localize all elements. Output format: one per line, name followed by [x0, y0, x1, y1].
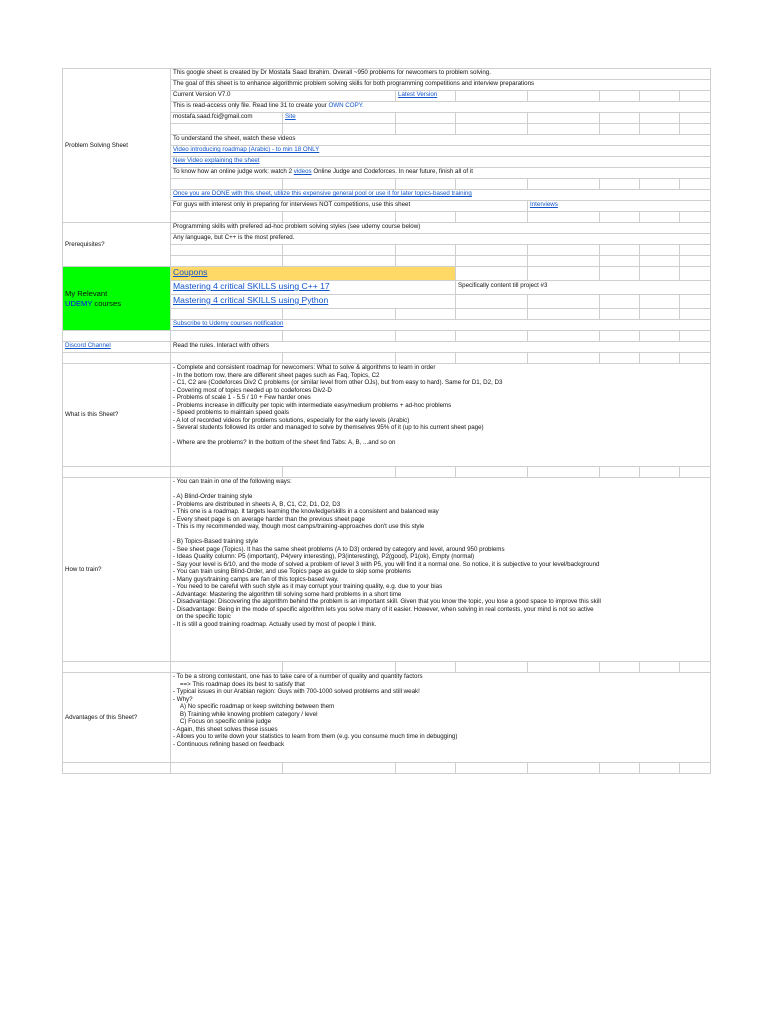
sheet-cell[interactable] — [680, 331, 711, 342]
sheet-cell[interactable] — [456, 212, 528, 223]
sheet-cell[interactable] — [528, 467, 600, 478]
sheet-cell[interactable] — [456, 124, 528, 135]
sheet-cell[interactable] — [283, 331, 396, 342]
sheet-cell[interactable] — [528, 267, 600, 281]
judge-text: To know how an online judge work: watch 2 — [173, 168, 294, 175]
sheet-cell[interactable] — [528, 179, 600, 190]
sheet-cell[interactable] — [396, 245, 456, 256]
sheet-cell[interactable] — [63, 353, 171, 364]
train-description: - You can train in one of the following ways: - A) Blind-Order training style - Problems are distributed in sheets A, B, C1, C2, D1, D2, D3 - This one is a roadmap. It targets learning the knowledge/skills in a consistent and balanced way - Every sheet page is on average harder than the previous sheet page - This is my recommended way, though most camps/training-approaches don't use this style - B) Topics-Based training style - See sheet page (Topics). It has the same sheet problems (A to D3) ordered by category and level, around 950 problems - Ideas Quality column: P5 (important), P4(very interesting), P3(interesting), P2(good), P1(ok), Empty (normal) - Say your level is 6/10, and the mode of solved a problem of level 3 with P5, you will find it a normal one. So notice, it is subjective to your level/background - You can train using Blind-Order, and use Topics page as guide to skip some problems - Many guys/training camps are fan of this topics-based way. - You need to be careful with such style as it may corrupt your training quality, e.g. due to your bias - Advantage: Mastering the algorithm till solving some hard problems in a short time - Disadvantage: Discovering the algorithm behind the problem is an important skill. Given that you know the topic, you lose a good space to improve this skill - Disadvantage: Being in the mode of specific algorithm lets you solve many of it easier. However, when solving in real contests, your mind is not so active on the specific topic - It is still a good training roadmap. Actually used by most of people I think. — [171, 478, 711, 662]
sheet-cell[interactable] — [640, 91, 680, 102]
intro-line-1: This google sheet is created by Dr Mostafa Saad Ibrahim. Overall ~950 problems for newcomers to problem solving. — [171, 69, 711, 80]
sheet-cell[interactable] — [396, 91, 456, 102]
sheet-cell[interactable] — [456, 309, 528, 320]
videos-link[interactable]: videos — [293, 168, 312, 175]
discord-rules-text: Read the rules. Interact with others — [171, 342, 711, 353]
sheet-cell[interactable] — [396, 256, 456, 267]
email-cell: mostafa.saad.fci@gmail.com — [171, 113, 283, 124]
sheet-cell[interactable] — [680, 124, 711, 135]
sheet-cell[interactable] — [600, 113, 640, 124]
sheet-cell[interactable] — [528, 309, 600, 320]
readonly-note — [171, 102, 711, 113]
sheet-cell[interactable] — [640, 267, 680, 281]
section-label-how-to-train: How to train? — [63, 478, 171, 662]
sheet-cell[interactable] — [283, 662, 396, 673]
sheet-cell[interactable] — [396, 763, 456, 774]
sheet-cell[interactable] — [600, 662, 640, 673]
course-cpp-note: Specifically content till project #3 — [456, 281, 711, 295]
sheet-cell[interactable] — [283, 179, 396, 190]
sheet-cell[interactable] — [171, 320, 711, 331]
sheet-cell[interactable] — [528, 256, 600, 267]
section-label-problem-solving-sheet: Problem Solving Sheet — [63, 69, 171, 223]
sheet-cell[interactable] — [283, 245, 396, 256]
sheet-cell[interactable] — [600, 91, 640, 102]
sheet-cell[interactable] — [600, 309, 640, 320]
video-explain-link[interactable]: New Video explaining the sheet — [173, 157, 260, 164]
course-cpp-link[interactable]: Mastering 4 critical SKILLS using C++ 17 — [173, 281, 330, 291]
sheet-cell[interactable] — [600, 245, 640, 256]
sheet-cell[interactable] — [283, 309, 396, 320]
sheet-cell[interactable] — [680, 91, 711, 102]
sheet-cell[interactable] — [680, 353, 711, 364]
judge-note — [171, 168, 711, 179]
sheet-cell[interactable] — [171, 146, 711, 157]
sheet-cell[interactable] — [171, 179, 283, 190]
intro-line-2: The goal of this sheet is to enhance algorithmic problem solving skills for both programming competitions and interview preparations — [171, 80, 711, 91]
sheet-cell[interactable] — [600, 124, 640, 135]
sheet-cell[interactable] — [171, 267, 456, 281]
sheet-cell[interactable] — [600, 212, 640, 223]
judge-suffix-text: Online Judge and Codeforces. In near future, finish all of it — [311, 168, 473, 175]
sheet-cell[interactable] — [600, 331, 640, 342]
sheet-cell[interactable] — [680, 256, 711, 267]
sheet-cell[interactable] — [396, 113, 456, 124]
sheet-cell[interactable] — [283, 113, 396, 124]
sheet-cell[interactable] — [171, 331, 283, 342]
sheet-cell[interactable] — [640, 124, 680, 135]
course-python-link[interactable]: Mastering 4 critical SKILLS using Python — [173, 295, 329, 305]
sheet-cell[interactable] — [528, 353, 600, 364]
sheet-cell[interactable] — [640, 309, 680, 320]
sheet-cell[interactable] — [283, 467, 396, 478]
sheet-cell[interactable] — [456, 91, 528, 102]
prereq-line-2: Any language, but C++ is the most prefered. — [171, 234, 711, 245]
interviews-link[interactable]: Interviews — [530, 201, 558, 208]
sheet-cell[interactable] — [680, 295, 711, 309]
sheet-cell[interactable] — [171, 245, 283, 256]
sheet-cell[interactable] — [396, 179, 456, 190]
sheet-cell[interactable] — [528, 201, 711, 212]
latest-version-link[interactable]: Latest Version — [398, 91, 438, 98]
what-description: - Complete and consistent roadmap for newcomers: What to solve & algorithms to learn in order - In the bottom row, there are different sheet pages such as Faq, Topics, C2 - C1, C2 are (Codeforces Div2 C problems (or similar level from other OJs), but from easy to hard). Same for D1, D2, D3 - Covering most of topics needed up to codeforces Div2-D - Problems of scale 1 - 5.5 / 10 + Few harder ones - Problems increase in difficulty per topic with intermediate easy/medium problems + ad-hoc problems - Speed problems to maintain speed goals - A lot of recorded videos for problems solutions, especially for the early levels (Arabic) - Several students followed its order and managed to solve by themselves 95% of it (up to his current sheet page) - Where are the problems? In the bottom of the sheet find Tabs: A, B, ...and so on — [171, 364, 711, 467]
sheet-cell[interactable] — [171, 190, 711, 201]
sheet-cell[interactable] — [283, 763, 396, 774]
sheet-cell[interactable] — [283, 256, 396, 267]
sheet-cell[interactable] — [640, 256, 680, 267]
sheet-cell[interactable] — [680, 467, 711, 478]
sheet-grid — [62, 68, 711, 774]
section-label-advantages: Advantages of this Sheet? — [63, 673, 171, 763]
sheet-cell[interactable] — [640, 179, 680, 190]
sheet-cell[interactable] — [680, 662, 711, 673]
sheet-cell[interactable] — [528, 295, 600, 309]
coupons-link[interactable]: Coupons — [173, 267, 208, 277]
section-label-udemy — [63, 267, 171, 331]
sheet-cell[interactable] — [640, 245, 680, 256]
sheet-cell[interactable] — [456, 295, 528, 309]
sheet-cell[interactable] — [456, 331, 528, 342]
sheet-cell[interactable] — [456, 467, 528, 478]
sheet-cell[interactable] — [640, 113, 680, 124]
site-link[interactable]: Site — [285, 113, 296, 120]
sheet-cell[interactable] — [640, 353, 680, 364]
sheet-cell[interactable] — [171, 281, 456, 295]
sheet-cell[interactable] — [680, 245, 711, 256]
sheet-cell[interactable] — [63, 467, 171, 478]
sheet-cell[interactable] — [171, 256, 283, 267]
sheet-cell[interactable] — [63, 342, 171, 353]
spreadsheet — [62, 68, 710, 774]
udemy-label-text: My Relevant — [65, 288, 108, 298]
sheet-cell[interactable] — [171, 212, 283, 223]
sheet-cell[interactable] — [528, 91, 600, 102]
sheet-cell[interactable] — [600, 353, 640, 364]
sheet-cell[interactable] — [456, 662, 528, 673]
sheet-cell[interactable] — [456, 267, 528, 281]
discord-channel-link[interactable]: Discord Channel — [65, 342, 111, 349]
sheet-cell[interactable] — [528, 212, 600, 223]
sheet-cell[interactable] — [396, 309, 456, 320]
sheet-cell[interactable] — [171, 295, 456, 309]
sheet-cell[interactable] — [283, 124, 396, 135]
sheet-cell[interactable] — [680, 763, 711, 774]
sheet-cell[interactable] — [396, 467, 456, 478]
sheet-cell[interactable] — [600, 179, 640, 190]
sheet-cell[interactable] — [600, 295, 640, 309]
sheet-cell[interactable] — [680, 179, 711, 190]
sheet-cell[interactable] — [528, 113, 600, 124]
sheet-cell[interactable] — [456, 113, 528, 124]
sheet-cell[interactable] — [283, 212, 396, 223]
sheet-cell[interactable] — [600, 267, 640, 281]
sheet-cell[interactable] — [680, 113, 711, 124]
section-label-what-is-sheet: What is this Sheet? — [63, 364, 171, 467]
udemy-word: UDEMY — [65, 298, 93, 308]
sheet-cell[interactable] — [600, 256, 640, 267]
sheet-cell[interactable] — [171, 157, 711, 168]
sheet-cell[interactable] — [396, 212, 456, 223]
sheet-cell[interactable] — [528, 245, 600, 256]
sheet-cell[interactable] — [600, 467, 640, 478]
sheet-cell[interactable] — [680, 309, 711, 320]
video-intro-link[interactable]: Video introducing roadmap (Arabic) - to min 18 ONLY — [173, 146, 320, 153]
sheet-cell[interactable] — [171, 467, 283, 478]
sheet-cell[interactable] — [680, 212, 711, 223]
understand-text: To understand the sheet, watch these videos — [171, 135, 711, 146]
sheet-cell[interactable] — [528, 124, 600, 135]
sheet-cell[interactable] — [171, 353, 283, 364]
sheet-cell[interactable] — [171, 763, 283, 774]
sheet-cell[interactable] — [528, 763, 600, 774]
sheet-cell[interactable] — [640, 295, 680, 309]
sheet-cell[interactable] — [528, 662, 600, 673]
advantages-description: - To be a strong contestant, one has to take care of a number of quality and quantity factors ==> This roadmap does its best to satisfy that - Typical issues in our Arabian region: Guys with 700-1000 solved problems and still weak! - Why? A) No specific roadmap or keep switching between them B) Training while knowing problem category / level C) Focus on specific online judge - Again, this sheet solves these issues - Allows you to write down your statistics to learn from them (e.g. you consume much time in debugging) - Continuous refining based on feedback — [171, 673, 711, 763]
sheet-cell[interactable] — [456, 256, 528, 267]
prereq-line-1: Programming skills with prefered ad-hoc problem solving styles (see udemy course below) — [171, 223, 711, 234]
sheet-cell[interactable] — [680, 267, 711, 281]
sheet-cell[interactable] — [640, 662, 680, 673]
sheet-cell[interactable] — [396, 353, 456, 364]
sheet-cell[interactable] — [528, 331, 600, 342]
sheet-cell[interactable] — [63, 331, 171, 342]
own-copy-text: OWN COPY. — [328, 102, 364, 109]
sheet-cell[interactable] — [640, 331, 680, 342]
interviews-text: For guys with interest only in preparing for interviews NOT competitions, use this sheet — [171, 201, 528, 212]
sheet-cell[interactable] — [63, 763, 171, 774]
sheet-cell[interactable] — [396, 124, 456, 135]
sheet-cell[interactable] — [456, 763, 528, 774]
section-label-prerequisites: Prerequisites? — [63, 223, 171, 267]
sheet-cell[interactable] — [171, 309, 283, 320]
subscribe-udemy-link[interactable]: Subscribe to Udemy courses notification — [173, 320, 284, 327]
sheet-cell[interactable] — [600, 763, 640, 774]
done-general-pool-link[interactable]: Once you are DONE with this sheet, utilize this expensive general pool or use it for later topics-based training — [173, 190, 472, 197]
sheet-cell[interactable] — [396, 662, 456, 673]
sheet-cell[interactable] — [640, 467, 680, 478]
udemy-courses-text: courses — [92, 298, 121, 308]
sheet-cell[interactable] — [640, 212, 680, 223]
readonly-text: This is read-access only file. Read line 31 to create your — [173, 102, 329, 109]
sheet-cell[interactable] — [456, 179, 528, 190]
sheet-cell[interactable] — [283, 353, 396, 364]
sheet-cell[interactable] — [396, 331, 456, 342]
sheet-cell[interactable] — [171, 662, 283, 673]
sheet-cell[interactable] — [640, 763, 680, 774]
sheet-cell[interactable] — [171, 124, 283, 135]
sheet-cell[interactable] — [456, 353, 528, 364]
sheet-cell[interactable] — [456, 245, 528, 256]
sheet-cell[interactable] — [63, 662, 171, 673]
version-cell: Current Version V7.0 — [171, 91, 396, 102]
